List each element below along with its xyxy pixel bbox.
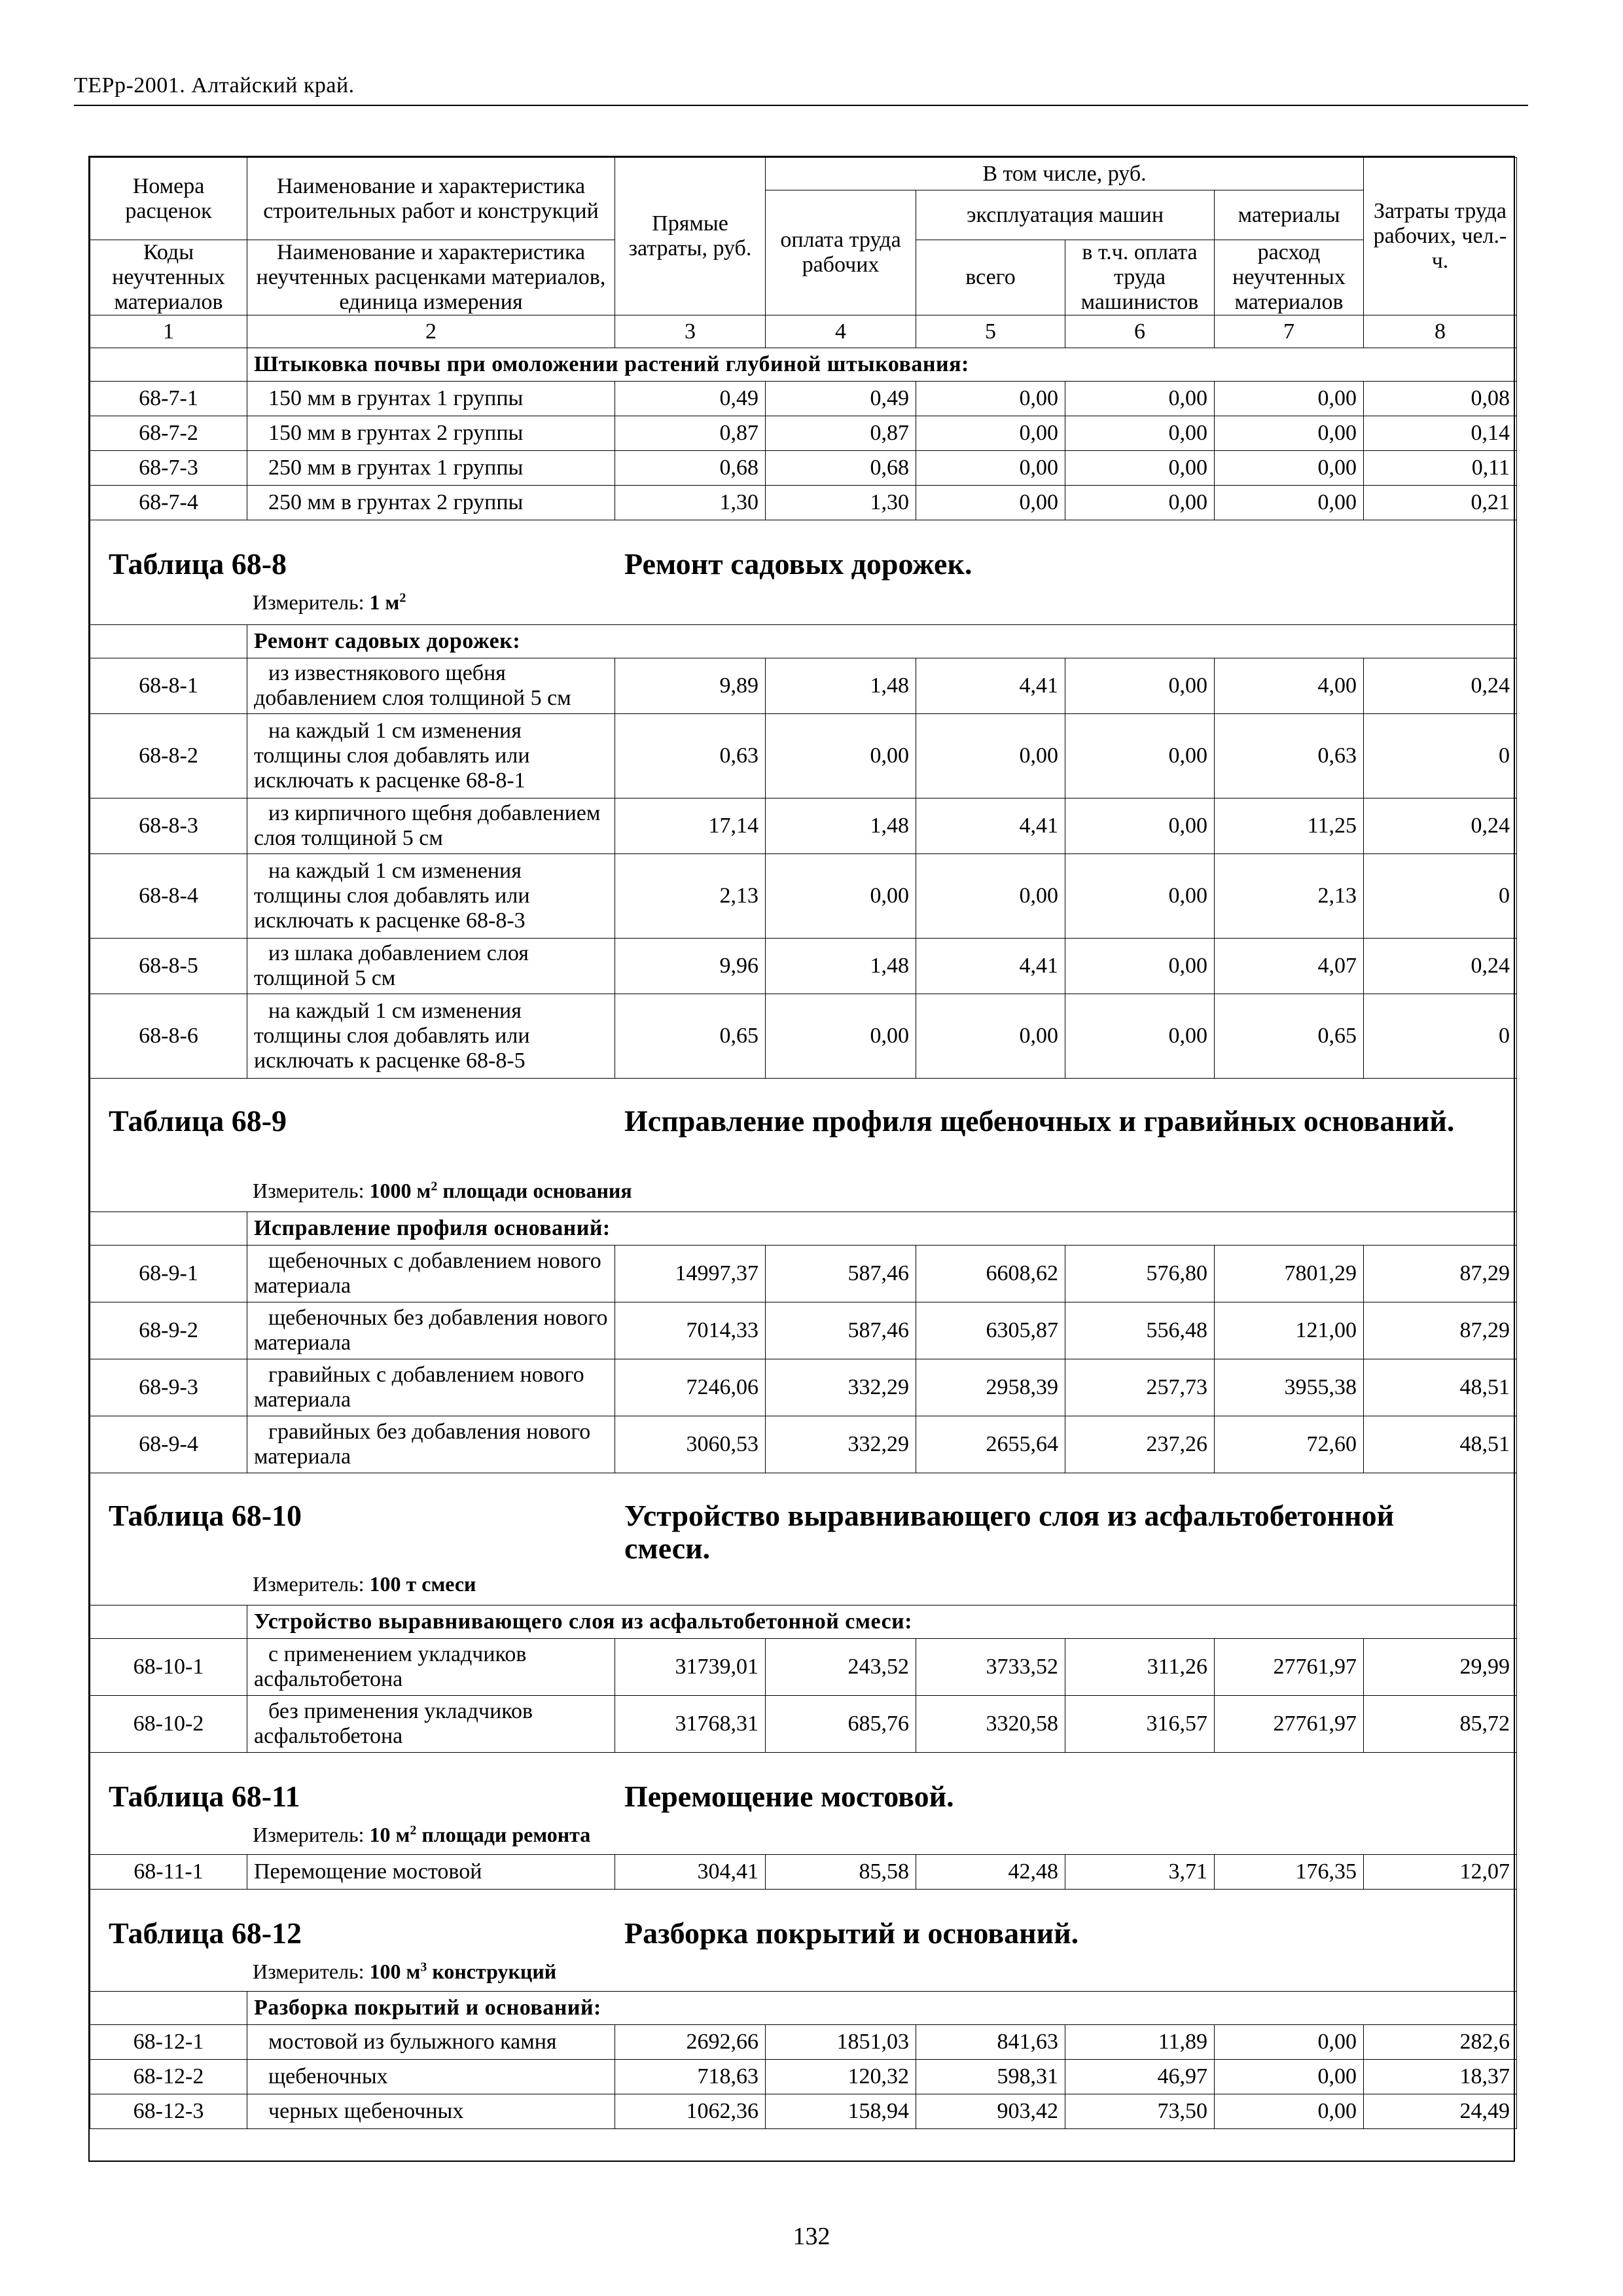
labor-costs: 85,72 bbox=[1364, 1696, 1517, 1753]
workers-pay: 0,00 bbox=[766, 714, 916, 798]
workers-pay: 587,46 bbox=[766, 1302, 916, 1359]
table-label: Таблица 68-9 bbox=[109, 1104, 287, 1138]
labor-costs: 48,51 bbox=[1364, 1359, 1517, 1416]
table-row bbox=[90, 939, 1517, 994]
materials: 4,07 bbox=[1215, 939, 1364, 994]
rate-name: щебеночных с добавлением нового материала bbox=[247, 1246, 615, 1302]
materials: 0,65 bbox=[1215, 994, 1364, 1079]
table-row bbox=[90, 1639, 1517, 1696]
materials: 0,00 bbox=[1215, 486, 1364, 520]
machines-total: 42,48 bbox=[916, 1855, 1065, 1890]
rate-name: 150 мм в грунтах 1 группы bbox=[247, 382, 615, 416]
table-heading-68-10 bbox=[90, 1473, 1517, 1605]
hdr-machine-operation: эксплуатация машин bbox=[916, 190, 1215, 240]
materials: 0,00 bbox=[1215, 382, 1364, 416]
labor-costs: 0,24 bbox=[1364, 658, 1517, 714]
workers-pay: 1,48 bbox=[766, 658, 916, 714]
direct-cost: 304,41 bbox=[615, 1855, 766, 1890]
hdr-labor-costs: Затраты труда рабочих, чел.-ч. bbox=[1364, 158, 1517, 315]
table-label: Таблица 68-11 bbox=[109, 1780, 300, 1813]
rate-code: 68-10-1 bbox=[90, 1639, 247, 1696]
col-number: 2 bbox=[247, 315, 615, 348]
workers-pay: 158,94 bbox=[766, 2094, 916, 2129]
rate-name: с применением укладчиков асфальтобетона bbox=[247, 1639, 615, 1696]
rates-frame bbox=[88, 156, 1515, 2162]
materials: 4,00 bbox=[1215, 658, 1364, 714]
machinist-pay: 556,48 bbox=[1065, 1302, 1215, 1359]
workers-pay: 0,49 bbox=[766, 382, 916, 416]
rate-code: 68-7-3 bbox=[90, 451, 247, 486]
machines-total: 0,00 bbox=[916, 714, 1065, 798]
rate-name: гравийных без добавления нового материала bbox=[247, 1416, 615, 1473]
rate-code: 68-8-5 bbox=[90, 939, 247, 994]
workers-pay: 0,00 bbox=[766, 854, 916, 939]
materials: 0,63 bbox=[1215, 714, 1364, 798]
machinist-pay: 316,57 bbox=[1065, 1696, 1215, 1753]
hdr-in-total: В том числе, руб. bbox=[766, 158, 1364, 190]
rate-code: 68-9-2 bbox=[90, 1302, 247, 1359]
table-row bbox=[90, 854, 1517, 939]
machinist-pay: 576,80 bbox=[1065, 1246, 1215, 1302]
measure-unit: Измеритель: 1000 $м^2$ площади основания bbox=[253, 1179, 632, 1202]
hdr-materials: материалы bbox=[1215, 190, 1364, 240]
rate-code: 68-7-2 bbox=[90, 416, 247, 451]
table-heading-68-8 bbox=[90, 520, 1517, 625]
col-number: 8 bbox=[1364, 315, 1517, 348]
table-row bbox=[90, 382, 1517, 416]
machinist-pay: 0,00 bbox=[1065, 382, 1215, 416]
machines-total: 3320,58 bbox=[916, 1696, 1065, 1753]
table-label: Таблица 68-12 bbox=[109, 1916, 302, 1950]
workers-pay: 243,52 bbox=[766, 1639, 916, 1696]
labor-costs: 12,07 bbox=[1364, 1855, 1517, 1890]
header-rule bbox=[74, 105, 1528, 106]
machines-total: 0,00 bbox=[916, 382, 1065, 416]
rate-code: 68-8-2 bbox=[90, 714, 247, 798]
table-heading-68-11 bbox=[90, 1753, 1517, 1855]
rate-code: 68-10-2 bbox=[90, 1696, 247, 1753]
section-title: Штыковка почвы при омоложении растений глубиной штыкования: bbox=[247, 348, 1517, 382]
hdr-unaccounted-codes: Коды неучтенных материалов bbox=[90, 240, 247, 315]
col-number: 5 bbox=[916, 315, 1065, 348]
rate-name: на каждый 1 см изменения толщины слоя добавлять или исключать к расценке 68-8-5 bbox=[247, 994, 615, 1079]
machinist-pay: 0,00 bbox=[1065, 451, 1215, 486]
labor-costs: 0 bbox=[1364, 854, 1517, 939]
direct-cost: 7246,06 bbox=[615, 1359, 766, 1416]
machinist-pay: 0,00 bbox=[1065, 939, 1215, 994]
labor-costs: 0 bbox=[1364, 994, 1517, 1079]
rate-name: на каждый 1 см изменения толщины слоя добавлять или исключать к расценке 68-8-1 bbox=[247, 714, 615, 798]
table-label: Таблица 68-8 bbox=[109, 547, 287, 581]
rate-code: 68-12-2 bbox=[90, 2060, 247, 2094]
machines-total: 2958,39 bbox=[916, 1359, 1065, 1416]
rate-name: щебеночных без добавления нового материала bbox=[247, 1302, 615, 1359]
table-label: Таблица 68-10 bbox=[109, 1499, 302, 1532]
rate-name: черных щебеночных bbox=[247, 2094, 615, 2129]
table-row bbox=[90, 486, 1517, 520]
table-row bbox=[90, 1302, 1517, 1359]
materials: 0,00 bbox=[1215, 2060, 1364, 2094]
section-title: Устройство выравнивающего слоя из асфальтобетонной смеси: bbox=[247, 1605, 1517, 1639]
machinist-pay: 0,00 bbox=[1065, 658, 1215, 714]
direct-cost: 0,68 bbox=[615, 451, 766, 486]
direct-cost: 0,87 bbox=[615, 416, 766, 451]
machines-total: 0,00 bbox=[916, 854, 1065, 939]
rate-name: гравийных с добавлением нового материала bbox=[247, 1359, 615, 1416]
machines-total: 903,42 bbox=[916, 2094, 1065, 2129]
table-row bbox=[90, 2025, 1517, 2060]
measure-unit: Измеритель: 10 $м^2$ площади ремонта bbox=[253, 1823, 591, 1846]
col-number: 3 bbox=[615, 315, 766, 348]
labor-costs: 0,11 bbox=[1364, 451, 1517, 486]
workers-pay: 120,32 bbox=[766, 2060, 916, 2094]
machines-total: 6305,87 bbox=[916, 1302, 1065, 1359]
machinist-pay: 0,00 bbox=[1065, 798, 1215, 854]
measure-unit: Измеритель: 100 т смеси bbox=[253, 1572, 476, 1596]
direct-cost: 1062,36 bbox=[615, 2094, 766, 2129]
rate-code: 68-8-3 bbox=[90, 798, 247, 854]
rate-name: Перемощение мостовой bbox=[247, 1855, 615, 1890]
hdr-code-numbers: Номера расценок bbox=[90, 158, 247, 240]
machines-total: 0,00 bbox=[916, 416, 1065, 451]
table-row bbox=[90, 2094, 1517, 2129]
rate-name: 150 мм в грунтах 2 группы bbox=[247, 416, 615, 451]
materials: 27761,97 bbox=[1215, 1639, 1364, 1696]
rate-code: 68-9-4 bbox=[90, 1416, 247, 1473]
labor-costs: 24,49 bbox=[1364, 2094, 1517, 2129]
materials: 0,00 bbox=[1215, 451, 1364, 486]
workers-pay: 332,29 bbox=[766, 1359, 916, 1416]
hdr-unaccounted-consumption: расход неучтенных материалов bbox=[1215, 240, 1364, 315]
rate-code: 68-11-1 bbox=[90, 1855, 247, 1890]
direct-cost: 3060,53 bbox=[615, 1416, 766, 1473]
direct-cost: 9,89 bbox=[615, 658, 766, 714]
labor-costs: 282,6 bbox=[1364, 2025, 1517, 2060]
rate-code: 68-8-6 bbox=[90, 994, 247, 1079]
rate-name: мостовой из булыжного камня bbox=[247, 2025, 615, 2060]
direct-cost: 17,14 bbox=[615, 798, 766, 854]
machines-total: 0,00 bbox=[916, 994, 1065, 1079]
workers-pay: 0,68 bbox=[766, 451, 916, 486]
hdr-direct-costs: Прямые затраты, руб. bbox=[615, 158, 766, 315]
table-row bbox=[90, 451, 1517, 486]
materials: 0,00 bbox=[1215, 416, 1364, 451]
page-number: 132 bbox=[793, 2223, 830, 2250]
direct-cost: 0,49 bbox=[615, 382, 766, 416]
labor-costs: 29,99 bbox=[1364, 1639, 1517, 1696]
machinist-pay: 237,26 bbox=[1065, 1416, 1215, 1473]
materials: 176,35 bbox=[1215, 1855, 1364, 1890]
labor-costs: 0 bbox=[1364, 714, 1517, 798]
table-name: Разборка покрытий и оснований. bbox=[624, 1916, 1079, 1950]
labor-costs: 0,14 bbox=[1364, 416, 1517, 451]
hdr-workers-pay: оплата труда рабочих bbox=[766, 190, 916, 315]
labor-costs: 0,24 bbox=[1364, 798, 1517, 854]
machinist-pay: 0,00 bbox=[1065, 416, 1215, 451]
hdr-unaccounted-names: Наименование и характеристика неучтенных расценками материалов, единица измерения bbox=[247, 240, 615, 315]
table-row bbox=[90, 416, 1517, 451]
labor-costs: 18,37 bbox=[1364, 2060, 1517, 2094]
table-name: Ремонт садовых дорожек. bbox=[624, 547, 972, 581]
table-name: Перемощение мостовой. bbox=[624, 1780, 954, 1813]
rate-code: 68-12-3 bbox=[90, 2094, 247, 2129]
machinist-pay: 3,71 bbox=[1065, 1855, 1215, 1890]
materials: 3955,38 bbox=[1215, 1359, 1364, 1416]
machinist-pay: 11,89 bbox=[1065, 2025, 1215, 2060]
materials: 0,00 bbox=[1215, 2094, 1364, 2129]
materials: 121,00 bbox=[1215, 1302, 1364, 1359]
col-number: 7 bbox=[1215, 315, 1364, 348]
machinist-pay: 257,73 bbox=[1065, 1359, 1215, 1416]
section-title: Разборка покрытий и оснований: bbox=[247, 1992, 1517, 2025]
measure-unit: Измеритель: 1 $м^2$ bbox=[253, 590, 406, 614]
machinist-pay: 46,97 bbox=[1065, 2060, 1215, 2094]
materials: 0,00 bbox=[1215, 2025, 1364, 2060]
rate-code: 68-8-1 bbox=[90, 658, 247, 714]
rate-name: из кирпичного щебня добавлением слоя толщиной 5 см bbox=[247, 798, 615, 854]
table-row bbox=[90, 658, 1517, 714]
direct-cost: 14997,37 bbox=[615, 1246, 766, 1302]
table-row bbox=[90, 2060, 1517, 2094]
direct-cost: 1,30 bbox=[615, 486, 766, 520]
workers-pay: 332,29 bbox=[766, 1416, 916, 1473]
workers-pay: 0,00 bbox=[766, 994, 916, 1079]
table-heading-68-12 bbox=[90, 1890, 1517, 1992]
table-row bbox=[90, 1855, 1517, 1890]
table-row bbox=[90, 714, 1517, 798]
materials: 7801,29 bbox=[1215, 1246, 1364, 1302]
workers-pay: 0,87 bbox=[766, 416, 916, 451]
section-title: Ремонт садовых дорожек: bbox=[247, 625, 1517, 658]
direct-cost: 9,96 bbox=[615, 939, 766, 994]
machines-total: 598,31 bbox=[916, 2060, 1065, 2094]
col-number: 1 bbox=[90, 315, 247, 348]
direct-cost: 718,63 bbox=[615, 2060, 766, 2094]
machinist-pay: 73,50 bbox=[1065, 2094, 1215, 2129]
rate-code: 68-8-4 bbox=[90, 854, 247, 939]
measure-unit: Измеритель: 100 $м^3$ конструкций bbox=[253, 1960, 557, 1983]
rate-name: 250 мм в грунтах 2 группы bbox=[247, 486, 615, 520]
machinist-pay: 0,00 bbox=[1065, 714, 1215, 798]
machinist-pay: 311,26 bbox=[1065, 1639, 1215, 1696]
workers-pay: 685,76 bbox=[766, 1696, 916, 1753]
rate-name: на каждый 1 см изменения толщины слоя добавлять или исключать к расценке 68-8-3 bbox=[247, 854, 615, 939]
workers-pay: 1851,03 bbox=[766, 2025, 916, 2060]
col-number: 4 bbox=[766, 315, 916, 348]
machines-total: 0,00 bbox=[916, 451, 1065, 486]
direct-cost: 7014,33 bbox=[615, 1302, 766, 1359]
rate-code: 68-9-3 bbox=[90, 1359, 247, 1416]
workers-pay: 587,46 bbox=[766, 1246, 916, 1302]
materials: 27761,97 bbox=[1215, 1696, 1364, 1753]
rate-name: без применения укладчиков асфальтобетона bbox=[247, 1696, 615, 1753]
running-head: ТЕРр-2001. Алтайский край. bbox=[74, 73, 355, 98]
table-row bbox=[90, 1359, 1517, 1416]
labor-costs: 87,29 bbox=[1364, 1302, 1517, 1359]
workers-pay: 1,48 bbox=[766, 798, 916, 854]
rate-code: 68-12-1 bbox=[90, 2025, 247, 2060]
machines-total: 2655,64 bbox=[916, 1416, 1065, 1473]
rate-code: 68-7-4 bbox=[90, 486, 247, 520]
table-name: Исправление профиля щебеночных и гравийных оснований. bbox=[624, 1104, 1455, 1138]
direct-cost: 0,65 bbox=[615, 994, 766, 1079]
direct-cost: 31739,01 bbox=[615, 1639, 766, 1696]
col-number: 6 bbox=[1065, 315, 1215, 348]
machinist-pay: 0,00 bbox=[1065, 854, 1215, 939]
machines-total: 4,41 bbox=[916, 939, 1065, 994]
hdr-work-name: Наименование и характеристика строительных работ и конструкций bbox=[247, 158, 615, 240]
rate-name: щебеночных bbox=[247, 2060, 615, 2094]
materials: 11,25 bbox=[1215, 798, 1364, 854]
rate-name: 250 мм в грунтах 1 группы bbox=[247, 451, 615, 486]
machines-total: 3733,52 bbox=[916, 1639, 1065, 1696]
direct-cost: 0,63 bbox=[615, 714, 766, 798]
table-heading-68-9 bbox=[90, 1079, 1517, 1212]
table-row bbox=[90, 994, 1517, 1079]
labor-costs: 0,24 bbox=[1364, 939, 1517, 994]
direct-cost: 31768,31 bbox=[615, 1696, 766, 1753]
machines-total: 4,41 bbox=[916, 658, 1065, 714]
labor-costs: 48,51 bbox=[1364, 1416, 1517, 1473]
table-row bbox=[90, 798, 1517, 854]
machinist-pay: 0,00 bbox=[1065, 994, 1215, 1079]
hdr-machinist-pay: в т.ч. оплата труда машинистов bbox=[1065, 240, 1215, 315]
workers-pay: 1,30 bbox=[766, 486, 916, 520]
labor-costs: 0,21 bbox=[1364, 486, 1517, 520]
labor-costs: 0,08 bbox=[1364, 382, 1517, 416]
machines-total: 841,63 bbox=[916, 2025, 1065, 2060]
section-title: Исправление профиля оснований: bbox=[247, 1212, 1517, 1246]
workers-pay: 1,48 bbox=[766, 939, 916, 994]
rate-code: 68-7-1 bbox=[90, 382, 247, 416]
machinist-pay: 0,00 bbox=[1065, 486, 1215, 520]
table-row bbox=[90, 1246, 1517, 1302]
labor-costs: 87,29 bbox=[1364, 1246, 1517, 1302]
rate-name: из шлака добавлением слоя толщиной 5 см bbox=[247, 939, 615, 994]
table-row bbox=[90, 1416, 1517, 1473]
machines-total: 4,41 bbox=[916, 798, 1065, 854]
rate-code: 68-9-1 bbox=[90, 1246, 247, 1302]
rate-name: из известнякового щебня добавлением слоя толщиной 5 см bbox=[247, 658, 615, 714]
workers-pay: 85,58 bbox=[766, 1855, 916, 1890]
hdr-total: всего bbox=[916, 240, 1065, 315]
materials: 2,13 bbox=[1215, 854, 1364, 939]
materials: 72,60 bbox=[1215, 1416, 1364, 1473]
machines-total: 6608,62 bbox=[916, 1246, 1065, 1302]
rates-table bbox=[90, 157, 1517, 2129]
direct-cost: 2692,66 bbox=[615, 2025, 766, 2060]
table-name: Устройство выравнивающего слоя из асфальтобетонной смеси. bbox=[624, 1499, 1395, 1565]
table-row bbox=[90, 1696, 1517, 1753]
direct-cost: 2,13 bbox=[615, 854, 766, 939]
machines-total: 0,00 bbox=[916, 486, 1065, 520]
